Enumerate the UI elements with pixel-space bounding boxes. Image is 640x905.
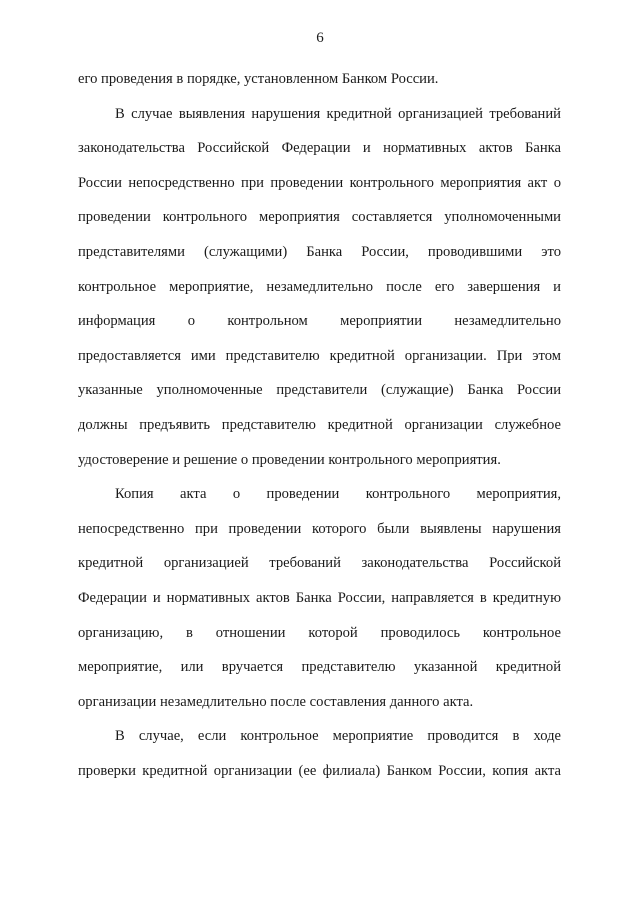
text-line: представителями (служащими) Банка России, проводившими это	[78, 243, 561, 260]
text-line: организации незамедлительно после составления данного акта.	[78, 693, 474, 710]
text-line: его проведения в порядке, установленном Банком России.	[78, 71, 439, 87]
body-text	[78, 62, 561, 788]
text-line: должны предъявить представителю кредитной организации служебное	[78, 416, 561, 433]
paragraph-violation-act	[78, 97, 561, 478]
text-line: мероприятие, или вручается представителю указанной кредитной	[78, 659, 561, 676]
text-line: проведении контрольного мероприятия составляется уполномоченными	[78, 209, 561, 226]
text-line: России непосредственно при проведении контрольного мероприятия акт о	[78, 174, 561, 191]
text-line: проверки кредитной организации (ее филиала) Банком России, копия акта	[78, 762, 561, 779]
text-line: В случае выявления нарушения кредитной организацией требований	[115, 105, 561, 122]
text-line: указанные уполномоченные представители (служащие) Банка России	[78, 382, 561, 399]
text-line: предоставляется ими представителю кредитной организации. При этом	[78, 347, 561, 364]
paragraph-act-copy	[78, 477, 561, 719]
text-line: контрольное мероприятие, незамедлительно после его завершения и	[78, 278, 561, 295]
text-line: организацию, в отношении которой проводилось контрольное	[78, 624, 561, 641]
text-line: В случае, если контрольное мероприятие проводится в ходе	[115, 728, 561, 745]
text-line: законодательства Российской Федерации и нормативных актов Банка	[78, 140, 561, 157]
text-line: кредитной организацией требований законодательства Российской	[78, 555, 561, 572]
page-number: 6	[316, 30, 324, 46]
text-line: информация о контрольном мероприятии незамедлительно	[78, 313, 561, 330]
text-line: Копия акта о проведении контрольного мероприятия,	[115, 486, 561, 503]
text-line: непосредственно при проведении которого были выявлены нарушения	[78, 520, 561, 537]
text-line: Федерации и нормативных актов Банка России, направляется в кредитную	[78, 589, 561, 606]
text-line: удостоверение и решение о проведении контрольного мероприятия.	[78, 451, 501, 468]
paragraph-continuation	[78, 62, 561, 97]
paragraph-inspection-case	[78, 719, 561, 788]
